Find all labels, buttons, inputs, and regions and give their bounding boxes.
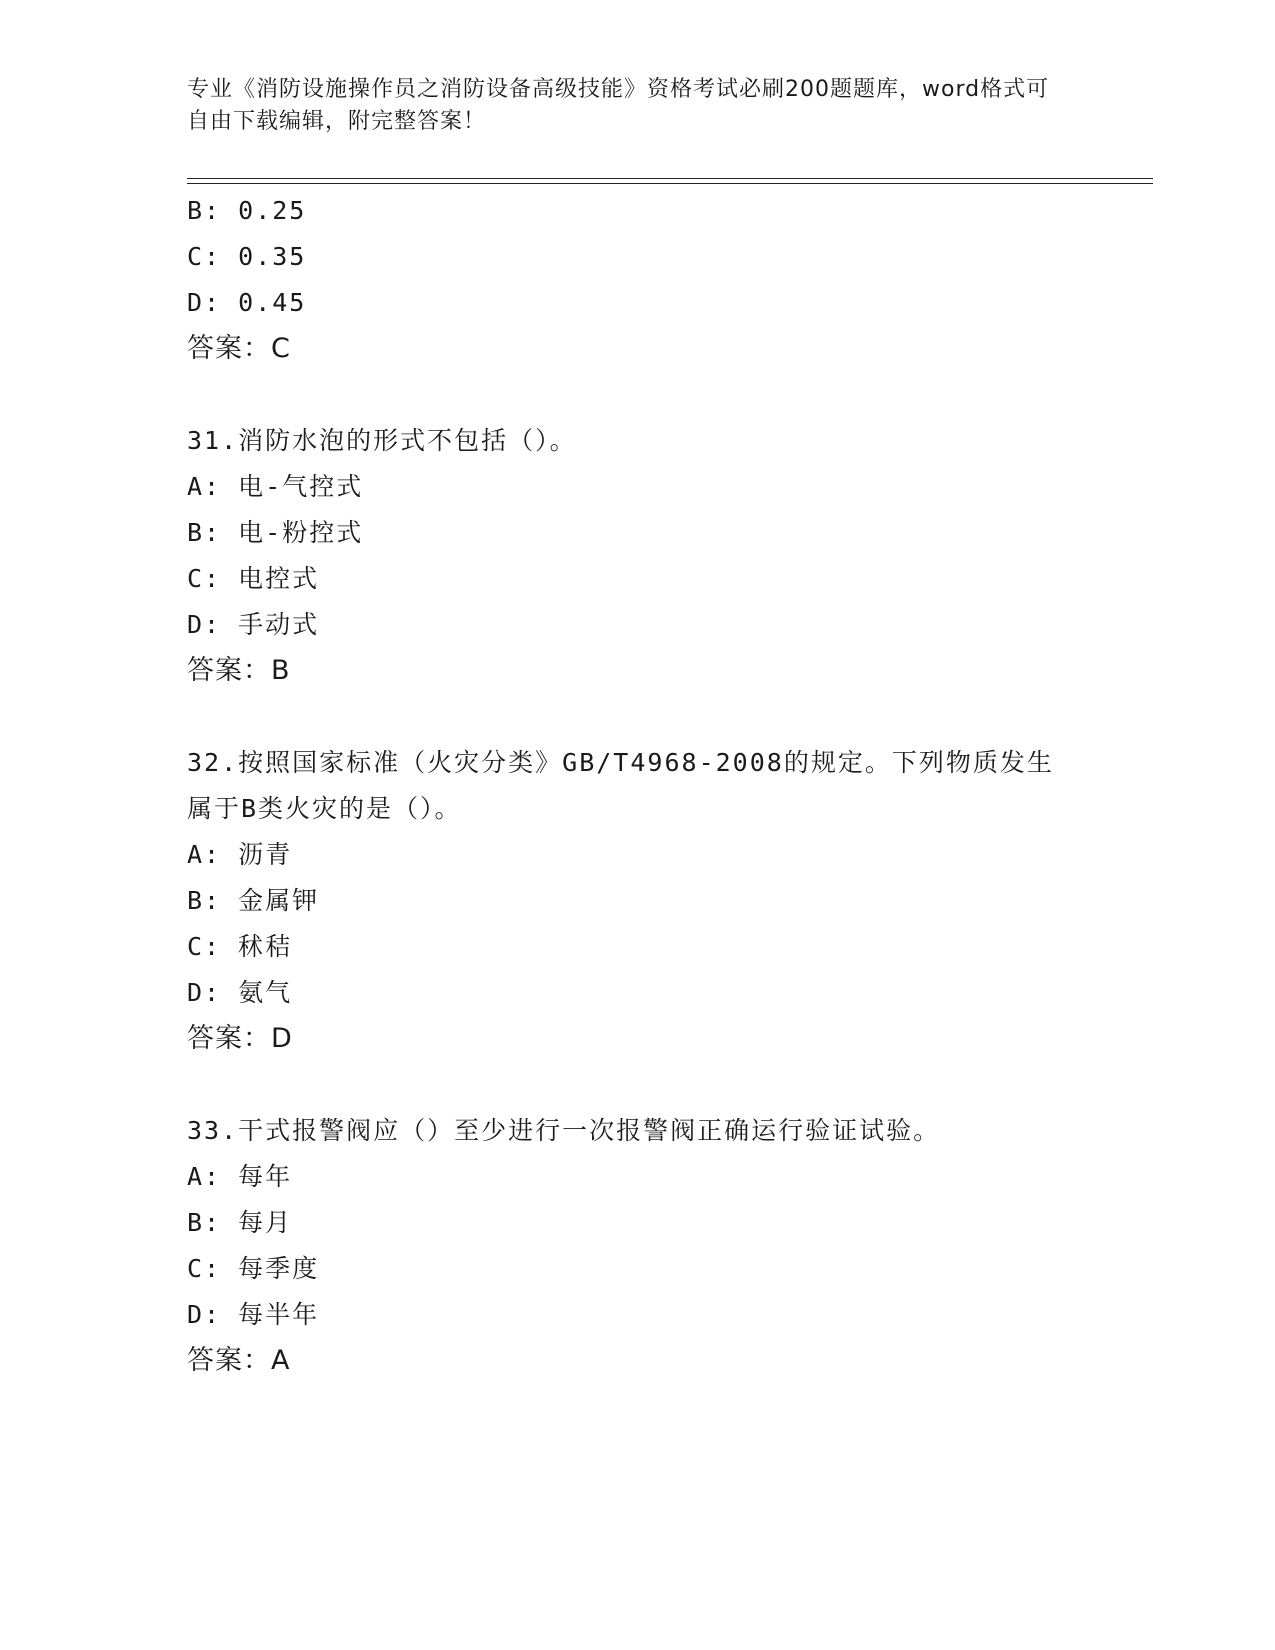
answer-line: 答案：C [187,333,291,364]
question-text: 32.按照国家标准（火灾分类》GB/T4968-2008的规定。下列物质发生属于B类火灾的是（）。 [187,748,1054,823]
header-rule-top [187,178,1153,179]
question-text: 31.消防水泡的形式不包括（）。 [187,426,577,455]
option-a: A: 电-气控式 [187,472,364,501]
option-d: D: 手动式 [187,610,320,639]
question-31 [187,418,1087,694]
option-c: C: 电控式 [187,564,320,593]
document-header: 专业《消防设施操作员之消防设备高级技能》资格考试必刷200题题库，word格式可自由下载编辑，附完整答案！ [187,77,1050,134]
option-b: B: 0.25 [187,196,307,225]
option-c: C: 每季度 [187,1254,320,1283]
option-a: A: 沥青 [187,840,293,869]
answer-line: 答案：B [187,655,291,686]
question-32 [187,740,1087,1062]
answer-line: 答案：A [187,1345,291,1376]
option-b: B: 电-粉控式 [187,518,364,547]
header-rule-bottom [187,183,1153,184]
option-b: B: 每月 [187,1208,293,1237]
question-list [187,188,1087,1384]
option-a: A: 每年 [187,1162,293,1191]
option-d: D: 每半年 [187,1300,320,1329]
option-b: B: 金属钾 [187,886,320,915]
option-d: D: 0.45 [187,288,307,317]
option-c: C: 0.35 [187,242,307,271]
option-c: C: 秫秸 [187,932,293,961]
option-d: D: 氨气 [187,978,293,1007]
answer-line: 答案：D [187,1023,293,1054]
question-text: 33.干式报警阀应（）至少进行一次报警阀正确运行验证试验。 [187,1116,941,1145]
question-33 [187,1108,1087,1384]
question-30-tail [187,188,1087,372]
